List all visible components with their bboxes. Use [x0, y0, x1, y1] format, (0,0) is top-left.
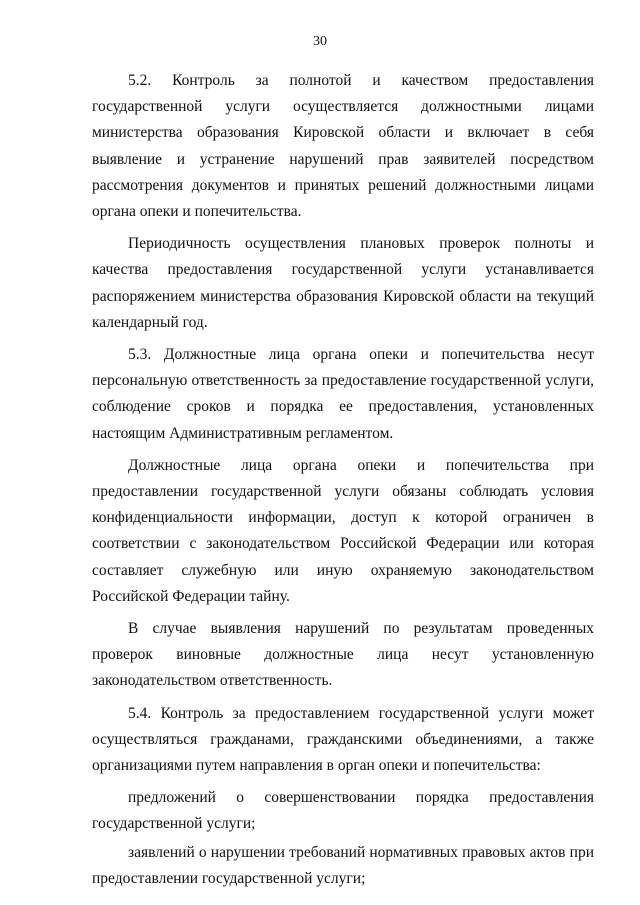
paragraph-confidentiality: Должностные лица органа опеки и попечительства при предоставлении государственной услуги обязаны соблюдать условия конфиденциальности информации, доступ к которой ограничен в соответствии с законодательством Российской Федерации или которая составляет служебную или иную охраняемую законодательством Российской Федерации тайну.	[92, 456, 594, 605]
document-body	[92, 68, 594, 894]
paragraph-violations: В случае выявления нарушений по результатам проведенных проверок виновные должностные лица несут установленную законодательством ответственность.	[92, 620, 594, 690]
paragraph-complaints: заявлений о нарушении требований нормативных правовых актов при предоставлении государственной услуги;	[92, 843, 594, 887]
paragraph-inspection-frequency: Периодичность осуществления плановых проверок полноты и качества предоставления государственной услуги устанавливается распоряжением министерства образования Кировской области на текущий календарный год.	[92, 235, 594, 331]
page-number: 30	[313, 34, 327, 49]
paragraph-5-4: 5.4. Контроль за предоставлением государственной услуги может осуществляться гражданами, гражданскими объединениями, а также организациями путем направления в орган опеки и попечительства:	[92, 704, 594, 775]
paragraph-5-2: 5.2. Контроль за полнотой и качеством предоставления государственной услуги осуществляется должностными лицами министерства образования Кировской области и включает в себя выявление и устранение нарушений прав заявителей посредством рассмотрения документов и принятых решений должностными лицами органа опеки и попечительства.	[92, 72, 594, 221]
paragraph-proposals: предложений о совершенствовании порядка предоставления государственной услуги;	[92, 789, 594, 833]
paragraph-5-3: 5.3. Должностные лица органа опеки и попечительства несут персональную ответственность за предоставление государственной услуги, соблюдение сроков и порядка ее предоставления, установленных настоящим Административным регламентом.	[92, 346, 594, 442]
